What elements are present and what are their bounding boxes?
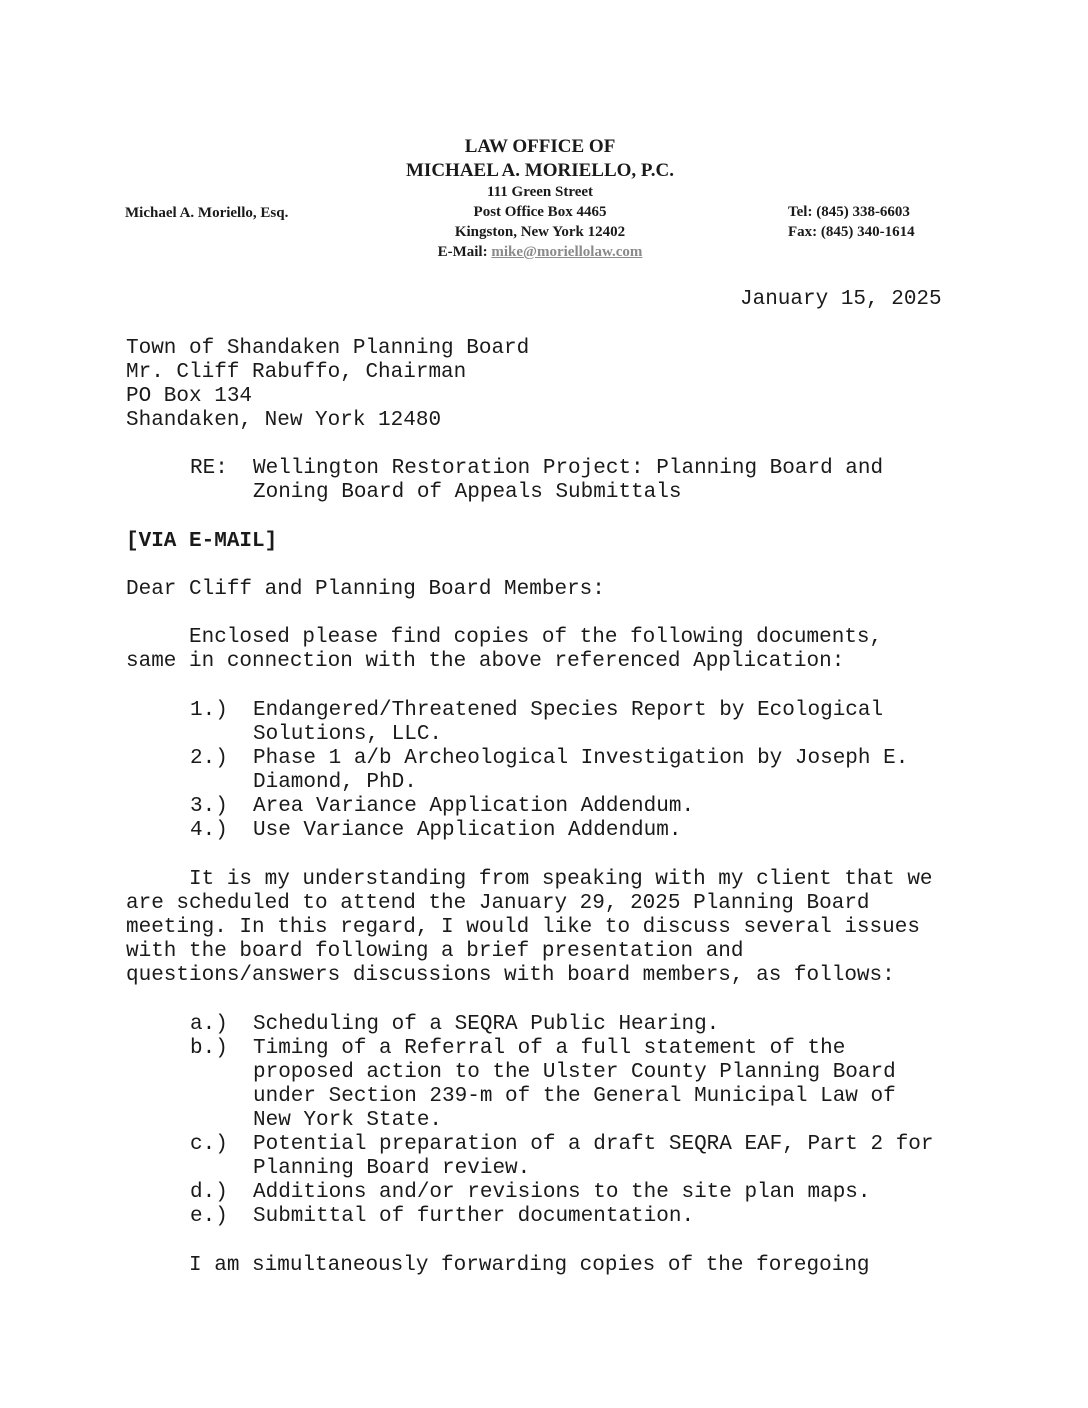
delivery-method: [VIA E-MAIL] [126,530,278,553]
firm-po-box: Post Office Box 4465 [473,204,607,220]
enclosure-text: Diamond, PhD. [253,771,417,794]
issue-num: b.) [190,1037,228,1060]
issue-text: Planning Board review. [253,1157,531,1180]
issue-text: Submittal of further documentation. [253,1205,695,1228]
re-line1: Wellington Restoration Project: Planning Board and [253,457,884,480]
re-label: RE: [190,457,228,480]
para2-line4: with the board following a brief presentation and [126,940,744,963]
firm-city: Kingston, New York 12402 [454,224,626,240]
recipient-line2: Mr. Cliff Rabuffo, Chairman [126,361,467,384]
issue-text: under Section 239-m of the General Municipal Law of [253,1085,896,1108]
email-link[interactable]: mike@moriellolaw.com [491,244,643,260]
enclosure-text: Use Variance Application Addendum. [253,819,682,842]
attorney-name: Michael A. Moriello, Esq. [125,205,289,221]
enclosure-num: 3.) [190,795,228,818]
issue-num: c.) [190,1133,228,1156]
para2-line2: are scheduled to attend the January 29, 2025 Planning Board [126,892,870,915]
enclosure-text: Area Variance Application Addendum. [253,795,695,818]
salutation: Dear Cliff and Planning Board Members: [126,578,605,601]
issue-num: e.) [190,1205,228,1228]
firm-tel: Tel: (845) 338-6603 [788,204,910,220]
para3-line1: I am simultaneously forwarding copies of the foregoing [126,1254,870,1277]
enclosure-text: Phase 1 a/b Archeological Investigation by Joseph E. [253,747,909,770]
para2-line1: It is my understanding from speaking with my client that we [126,868,933,891]
firm-fax: Fax: (845) 340-1614 [788,224,915,240]
issue-text: proposed action to the Ulster County Planning Board [253,1061,896,1084]
enclosure-num: 2.) [190,747,228,770]
enclosure-text: Solutions, LLC. [253,723,443,746]
issue-text: Timing of a Referral of a full statement of the [253,1037,846,1060]
issue-text: Additions and/or revisions to the site plan maps. [253,1181,871,1204]
firm-name-line2: MICHAEL A. MORIELLO, P.C. [406,160,674,181]
issue-num: d.) [190,1181,228,1204]
enclosure-text: Endangered/Threatened Species Report by Ecological [253,699,884,722]
recipient-line1: Town of Shandaken Planning Board [126,337,530,360]
para1-line2: same in connection with the above referenced Application: [126,650,845,673]
firm-name-line1: LAW OFFICE OF [464,136,616,157]
issue-text: Scheduling of a SEQRA Public Hearing. [253,1013,720,1036]
issue-text: Potential preparation of a draft SEQRA EAF, Part 2 for [253,1133,934,1156]
para2-line5: questions/answers discussions with board members, as follows: [126,964,895,987]
issue-text: New York State. [253,1109,443,1132]
firm-email-line [340,244,740,261]
issue-num: a.) [190,1013,228,1036]
letter-date: January 15, 2025 [740,288,942,311]
recipient-line3: PO Box 134 [126,385,253,408]
enclosure-num: 1.) [190,699,228,722]
email-label: E-Mail: [437,244,488,260]
para2-line3: meeting. In this regard, I would like to discuss several issues [126,916,920,939]
enclosure-num: 4.) [190,819,228,842]
recipient-line4: Shandaken, New York 12480 [126,409,442,432]
para1-line1: Enclosed please find copies of the following documents, [126,626,883,649]
firm-street: 111 Green Street [486,184,594,200]
re-line2: Zoning Board of Appeals Submittals [253,481,682,504]
